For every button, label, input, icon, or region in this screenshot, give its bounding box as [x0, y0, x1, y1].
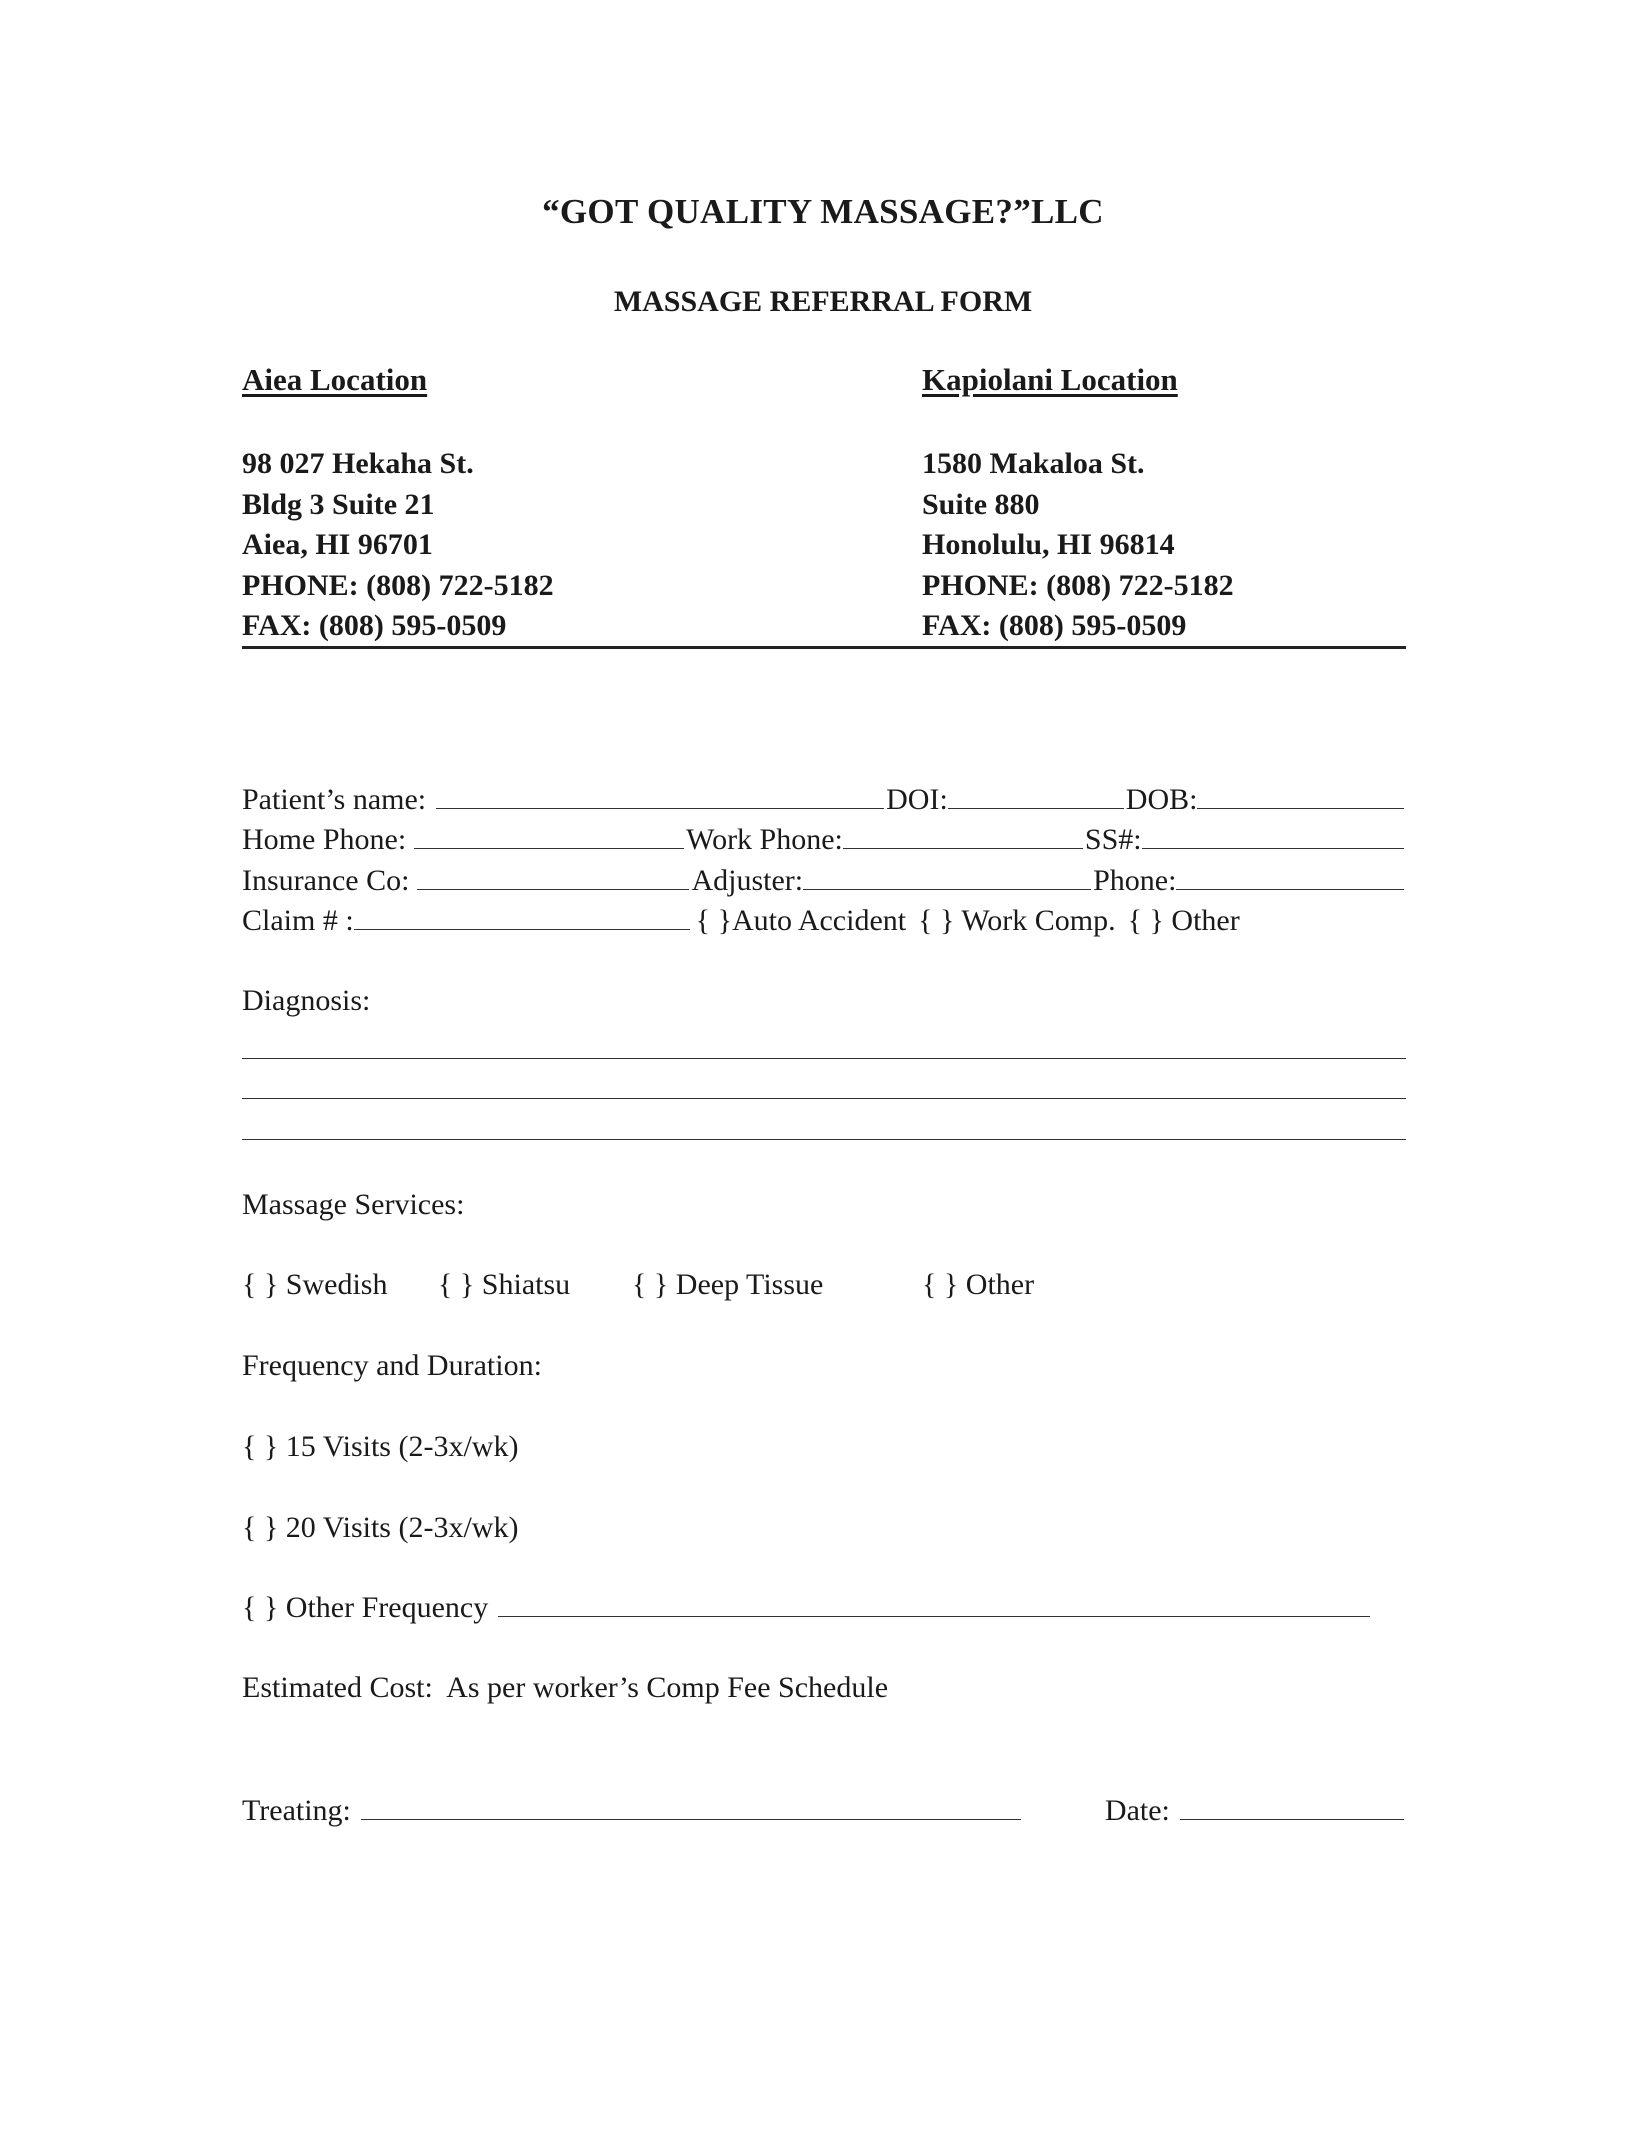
aiea-phone: PHONE: (808) 722-5182	[242, 568, 554, 602]
ss-field[interactable]	[1142, 822, 1404, 849]
aiea-city: Aiea, HI 96701	[242, 528, 433, 561]
signature-row	[242, 1793, 1406, 1828]
other-frequency-checkbox[interactable]: { } Other Frequency	[242, 1591, 489, 1624]
insurance-label: Insurance Co:	[242, 864, 410, 897]
adjuster-field[interactable]	[803, 863, 1091, 890]
patient-name-field[interactable]	[436, 782, 884, 809]
claim-field[interactable]	[354, 903, 690, 930]
swedish-checkbox[interactable]: { } Swedish	[242, 1268, 388, 1301]
treating-field[interactable]	[361, 1793, 1021, 1820]
aiea-address-block	[242, 444, 554, 647]
home-phone-label: Home Phone:	[242, 823, 407, 856]
kapiolani-fax: FAX: (808) 595-0509	[922, 609, 1187, 642]
twenty-visits-checkbox[interactable]: { } 20 Visits (2-3x/wk)	[242, 1511, 519, 1544]
insurance-row	[242, 863, 1406, 898]
header-divider	[242, 646, 1406, 649]
diagnosis-label: Diagnosis:	[242, 984, 371, 1017]
phone-row	[242, 822, 1406, 857]
form-title: MASSAGE REFERRAL FORM	[613, 285, 1033, 318]
date-field[interactable]	[1180, 1793, 1404, 1820]
work-comp-checkbox[interactable]: { } Work Comp.	[918, 904, 1116, 937]
shiatsu-checkbox[interactable]: { } Shiatsu	[438, 1268, 571, 1301]
dob-field[interactable]	[1197, 782, 1404, 809]
adjuster-label: Adjuster:	[691, 864, 804, 897]
auto-accident-checkbox[interactable]: { }Auto Accident	[695, 904, 907, 937]
insurance-phone-field[interactable]	[1176, 863, 1404, 890]
frequency-label: Frequency and Duration:	[242, 1349, 542, 1382]
other-frequency-field[interactable]	[498, 1590, 1370, 1617]
doi-label: DOI:	[886, 783, 948, 816]
deep-tissue-checkbox[interactable]: { } Deep Tissue	[632, 1268, 824, 1301]
kapiolani-phone: PHONE: (808) 722-5182	[922, 568, 1234, 602]
aiea-address-line1: 98 027 Hekaha St.	[242, 447, 474, 480]
date-label: Date:	[1104, 1794, 1170, 1827]
patient-row	[242, 782, 1406, 817]
patient-name-label: Patient’s name:	[242, 783, 427, 816]
other-frequency-row	[242, 1590, 1406, 1625]
kapiolani-address-line2: Suite 880	[922, 487, 1040, 521]
claim-label: Claim # :	[242, 904, 354, 937]
home-phone-field[interactable]	[414, 822, 684, 849]
diagnosis-line-1[interactable]	[242, 1058, 1406, 1059]
insurance-field[interactable]	[417, 863, 689, 890]
work-phone-label: Work Phone:	[686, 823, 843, 856]
estimated-cost-text: Estimated Cost: As per worker’s Comp Fee Schedule	[242, 1671, 889, 1704]
doi-field[interactable]	[948, 782, 1124, 809]
work-phone-field[interactable]	[843, 822, 1083, 849]
ss-label: SS#:	[1084, 823, 1142, 856]
kapiolani-city: Honolulu, HI 96814	[922, 528, 1175, 561]
insurance-phone-label: Phone:	[1093, 864, 1177, 897]
diagnosis-line-2[interactable]	[242, 1098, 1406, 1099]
dob-label: DOB:	[1125, 783, 1198, 816]
treating-label: Treating:	[242, 1794, 351, 1827]
company-title: “GOT QUALITY MASSAGE?”LLC	[542, 192, 1104, 231]
diagnosis-line-3[interactable]	[242, 1139, 1406, 1140]
aiea-location-heading: Aiea Location	[242, 362, 428, 397]
kapiolani-address-line1: 1580 Makaloa St.	[922, 447, 1145, 480]
other-service-checkbox[interactable]: { } Other	[922, 1268, 1035, 1301]
services-label: Massage Services:	[242, 1188, 465, 1221]
claim-row	[242, 903, 1406, 938]
aiea-fax: FAX: (808) 595-0509	[242, 609, 507, 642]
aiea-address-line2: Bldg 3 Suite 21	[242, 487, 435, 521]
kapiolani-address-block	[922, 444, 1234, 647]
kapiolani-location-heading: Kapiolani Location	[922, 362, 1178, 397]
other-case-checkbox[interactable]: { } Other	[1127, 904, 1240, 937]
fifteen-visits-checkbox[interactable]: { } 15 Visits (2-3x/wk)	[242, 1430, 519, 1463]
